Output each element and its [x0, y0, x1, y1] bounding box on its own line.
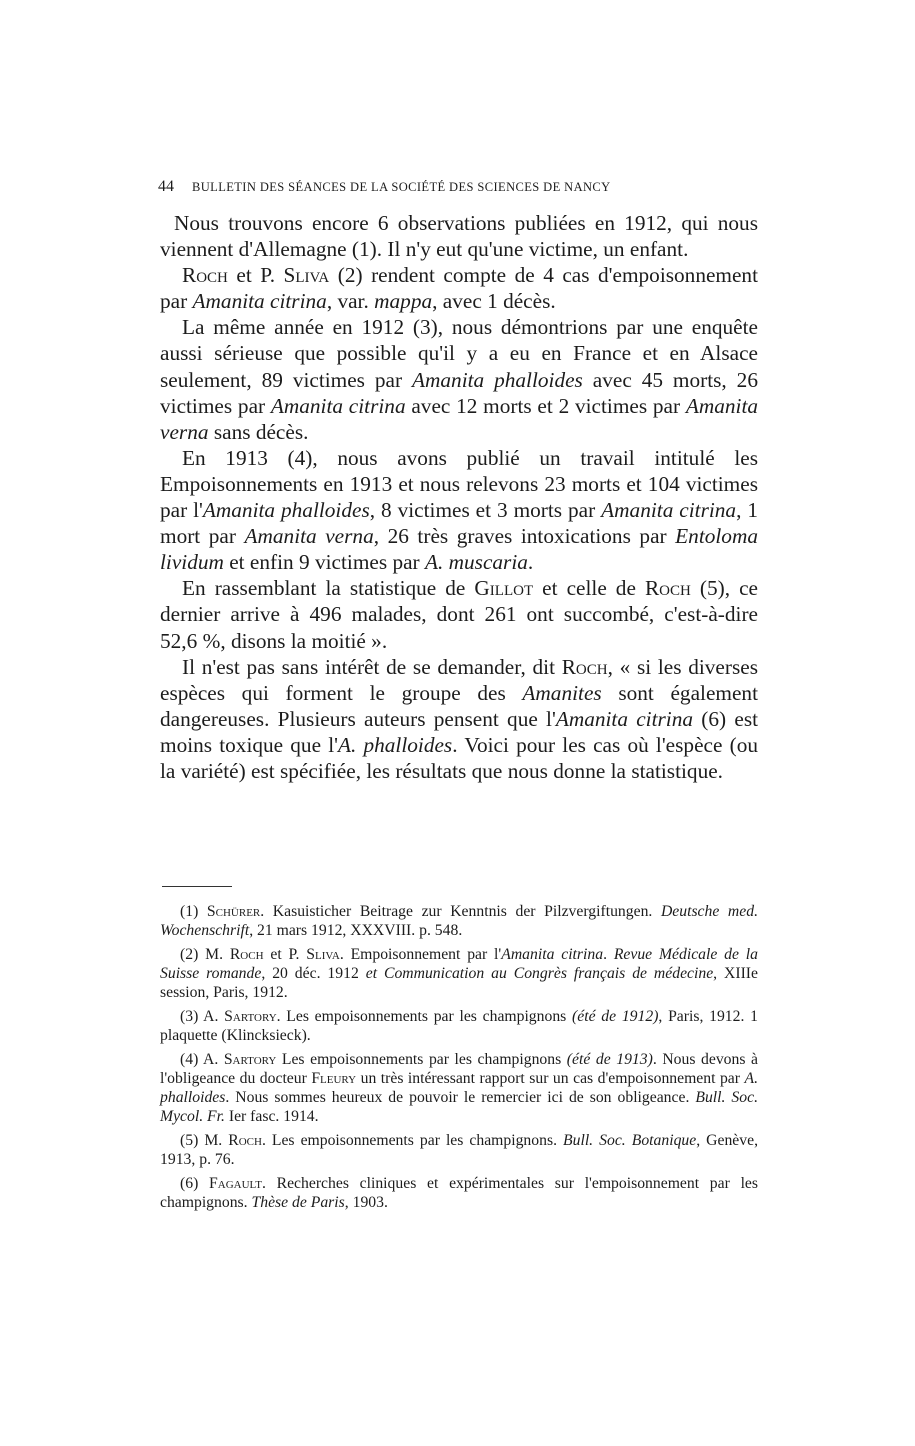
text-run: , 1903.: [344, 1194, 388, 1211]
text-run: (1): [180, 903, 207, 920]
footnote-5: [160, 1131, 758, 1169]
paragraph-4: [160, 445, 758, 575]
text-run: et P.: [263, 946, 307, 963]
text-run: , avec 1 décès.: [432, 289, 556, 314]
text-run: , 8 victimes et 3 morts par: [369, 498, 602, 523]
text-run: , 21 mars 1912, XXXVIII. p. 548.: [249, 922, 463, 939]
footnote-1: [160, 902, 758, 940]
date-note: (été de 1913): [566, 1051, 653, 1068]
author-name: Sartory: [224, 1008, 277, 1025]
author-name: Roch: [644, 576, 691, 601]
journal-title: Deutsche med. Wochenschrift: [160, 903, 758, 939]
text-run: Nous trouvons encore 6 observations publiées en 1912, qui nous viennent d'Allemagne (1). Il n'y eut qu'une victime, un enfant.: [160, 211, 758, 262]
text-run: (4) A.: [180, 1051, 224, 1068]
species-name: Entoloma lividum: [160, 524, 758, 575]
running-title: BULLETIN DES SÉANCES DE LA SOCIÉTÉ DES SCIENCES DE NANCY: [192, 180, 611, 194]
author-name: Schürer: [206, 903, 261, 920]
text-run: En 1913 (4), nous avons publié un travail intitulé les Empoisonnements en 1913 et nous relevons 23 morts et 104 victimes par l': [160, 445, 758, 523]
text-run: , 20 déc. 1912: [261, 965, 366, 982]
species-name: Amanita phalloides: [412, 367, 583, 392]
text-run: Il n'est pas sans intérêt de se demander, dit: [182, 654, 562, 679]
footnotes: [160, 902, 758, 1217]
text-run: , « si les diverses espèces qui forment le groupe des: [160, 654, 758, 705]
species-name: A. phalloides: [337, 732, 453, 757]
author-name: Fagault: [209, 1175, 262, 1192]
paragraph-2: [160, 262, 758, 314]
text-run: sont également dangereuses. Plusieurs auteurs pensent que l': [160, 680, 758, 731]
author-name: Roch: [228, 1132, 262, 1149]
text-run: Les empoisonnements par les champignons: [276, 1051, 567, 1068]
species-name: mappa: [374, 289, 433, 314]
text-run: . Recherches cliniques et expérimentales sur l'empoisonnement par les champignons.: [160, 1175, 758, 1211]
species-name: A. muscaria: [424, 550, 528, 575]
text-run: . Voici pour les cas où l'espèce (ou la variété) est spécifiée, les résultats que nous donne la statistique.: [160, 732, 758, 783]
paragraph-6: [160, 654, 758, 784]
author-name: Roch: [561, 654, 608, 679]
species-name: Amanita citrina: [192, 289, 327, 314]
text-run: , Paris, 1912. 1 plaquette (Klincksieck).: [160, 1008, 758, 1044]
paragraph-5: [160, 575, 758, 653]
text-run: et celle de: [533, 576, 645, 601]
author-name: Gillot: [474, 576, 534, 601]
text-run: , 1 mort par: [160, 498, 758, 549]
paragraph-1: [160, 210, 758, 262]
species-name: A. phalloides: [160, 1070, 758, 1106]
running-header: [158, 178, 758, 196]
species-name: Amanita verna: [244, 524, 374, 549]
journal-title: et Communication au Congrès français de médecine: [365, 965, 714, 982]
text-run: (6) est moins toxique que l': [160, 706, 759, 757]
text-run: et P.: [227, 263, 284, 288]
text-run: , Genève, 1913, p. 76.: [160, 1132, 759, 1168]
footnote-3: [160, 1007, 758, 1045]
body-text: [160, 210, 758, 784]
author-name: Sartory: [223, 1051, 277, 1068]
species-name: Amanita citrina: [601, 498, 737, 523]
species-name: Amanita verna: [160, 393, 759, 444]
journal-title: Bull. Soc. Botanique: [563, 1132, 697, 1149]
page-number: 44: [158, 178, 174, 195]
text-run: et enfin 9 victimes par: [223, 550, 425, 575]
text-run: . Nous devons à l'obligeance du docteur: [160, 1051, 759, 1087]
text-run: . Nous sommes heureux de pouvoir le remercier ici de son obligeance.: [225, 1089, 696, 1106]
journal-title: Bull. Soc. Mycol. Fr.: [160, 1089, 758, 1125]
author-name: Sliva: [283, 263, 330, 288]
footnote-4: [160, 1050, 758, 1126]
text-run: .: [527, 550, 534, 575]
text-run: avec 12 morts et 2 victimes par: [405, 393, 686, 418]
paragraph-3: [160, 314, 758, 444]
text-run: (5) M.: [180, 1132, 229, 1149]
text-run: . Les empoisonnements par les champignons: [276, 1008, 573, 1025]
text-run: La même année en 1912 (3), nous démontrions par une enquête aussi sérieuse que possible qu'il y a eu en France et en Alsace seulement, 89 victimes par: [160, 315, 758, 392]
text-run: avec 45 morts, 26 victimes par: [160, 367, 758, 418]
text-run: un très intéressant rapport sur un cas d'empoisonnement par: [356, 1070, 745, 1087]
species-name: Amanita citrina: [501, 946, 604, 963]
text-run: (6): [180, 1175, 210, 1192]
text-run: . Kasuisticher Beitrage zur Kenntnis der Pilzvergiftungen.: [260, 903, 661, 920]
journal-title: Revue Médicale de la Suisse romande: [160, 946, 758, 982]
text-run: (5), ce dernier arrive à 496 malades, dont 261 ont succombé, c'est-à-dire 52,6 %, disons la moitié ».: [160, 576, 758, 653]
species-name: Amanites: [522, 680, 602, 705]
text-run: . Les empoisonnements par les champignons.: [261, 1132, 564, 1149]
text-run: .: [603, 946, 614, 963]
species-name: Amanita citrina: [270, 393, 406, 418]
text-run: sans décès.: [208, 419, 309, 444]
footnote-separator: [162, 886, 232, 887]
text-run: Ier fasc. 1914.: [224, 1108, 319, 1125]
footnote-6: [160, 1174, 758, 1212]
text-run: En rassemblant la statistique de: [182, 576, 475, 601]
species-name: Amanita phalloides: [202, 498, 370, 523]
footnote-2: [160, 945, 758, 1002]
author-name: Sliva: [306, 946, 340, 963]
date-note: (été de 1912): [572, 1008, 659, 1025]
species-name: Amanita citrina: [555, 706, 694, 731]
author-name: Fleury: [311, 1070, 357, 1087]
author-name: Roch: [229, 946, 264, 963]
text-run: (2) M.: [180, 946, 230, 963]
text-run: , var.: [326, 289, 375, 314]
text-run: (3) A.: [180, 1008, 225, 1025]
text-run: . Empoisonnement par l': [339, 946, 502, 963]
text-run: , XIIIe session, Paris, 1912.: [160, 965, 758, 1001]
journal-title: Thèse de Paris: [251, 1194, 345, 1211]
author-name: Roch: [182, 263, 228, 288]
text-run: (2) rendent compte de 4 cas d'empoisonnement par: [160, 263, 758, 314]
text-run: , 26 très graves intoxications par: [373, 524, 676, 549]
